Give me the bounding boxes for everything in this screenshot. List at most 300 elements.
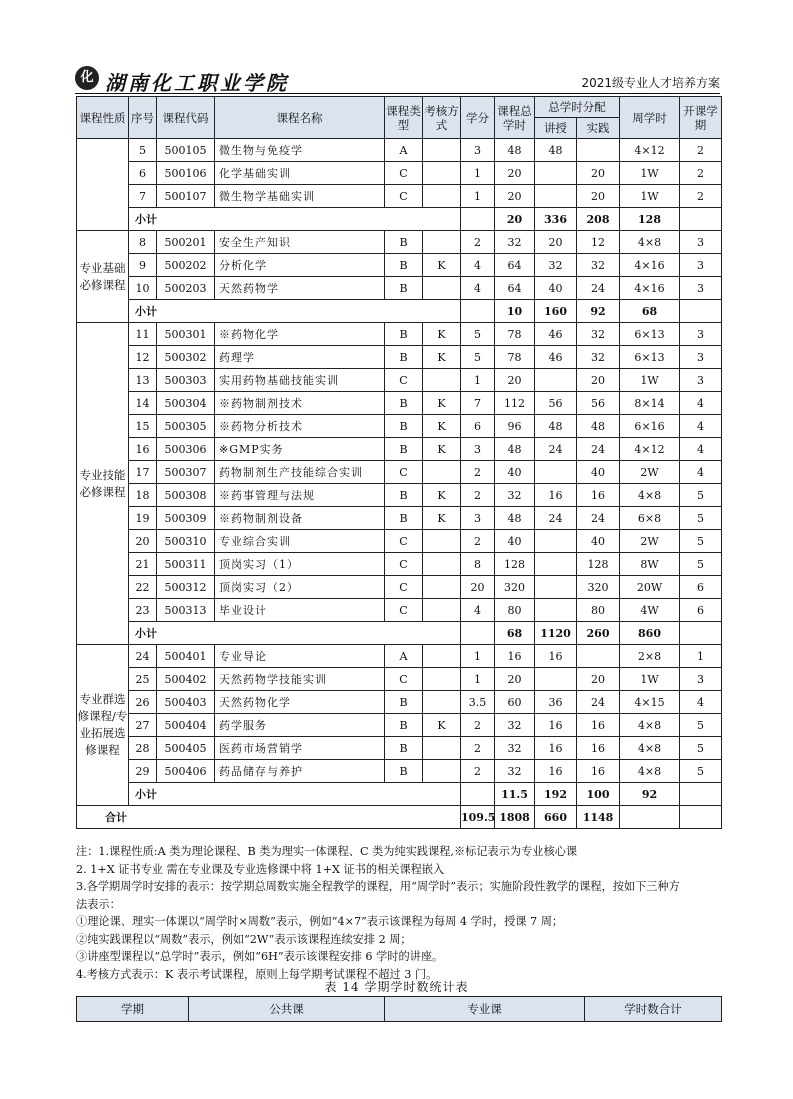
course-table-body xyxy=(77,139,722,829)
course-name: ※药物分析技术 xyxy=(215,415,385,438)
course-code: 500202 xyxy=(157,254,215,277)
weekly-hours: 4×16 xyxy=(620,254,680,277)
total-hours: 48 xyxy=(495,438,535,461)
course-type: C xyxy=(385,162,423,185)
weekly-hours: 4×8 xyxy=(620,714,680,737)
row-no: 25 xyxy=(129,668,157,691)
course-code: 500107 xyxy=(157,185,215,208)
subtotal-weekly xyxy=(680,208,722,231)
term: 6 xyxy=(680,599,722,622)
course-type: B xyxy=(385,323,423,346)
practice-hours: 16 xyxy=(577,737,620,760)
course-name: 顶岗实习（1） xyxy=(215,553,385,576)
practice-hours: 20 xyxy=(577,369,620,392)
total-hours: 80 xyxy=(495,599,535,622)
total-hours: 48 xyxy=(495,507,535,530)
course-code: 500401 xyxy=(157,645,215,668)
lecture-hours xyxy=(535,599,577,622)
course-name: 实用药物基础技能实训 xyxy=(215,369,385,392)
course-name: 顶岗实习（2） xyxy=(215,576,385,599)
course-type: C xyxy=(385,369,423,392)
table-row xyxy=(77,530,722,553)
lecture-hours: 24 xyxy=(535,438,577,461)
course-code: 500304 xyxy=(157,392,215,415)
practice-hours: 48 xyxy=(577,415,620,438)
table-row xyxy=(77,323,722,346)
term: 3 xyxy=(680,254,722,277)
table-row xyxy=(77,392,722,415)
page-header xyxy=(75,66,720,94)
course-code: 500308 xyxy=(157,484,215,507)
stat-header-term: 学期 xyxy=(77,997,189,1022)
credit: 1 xyxy=(461,162,495,185)
subtotal-exam xyxy=(461,783,495,806)
exam-method: K xyxy=(423,346,461,369)
subtotal-label: 小计 xyxy=(129,208,461,231)
row-no: 19 xyxy=(129,507,157,530)
practice-hours: 16 xyxy=(577,760,620,783)
exam-method xyxy=(423,645,461,668)
table-row xyxy=(77,553,722,576)
note-line: 法表示： xyxy=(76,897,121,911)
credit: 2 xyxy=(461,484,495,507)
grand-total-lecture: 660 xyxy=(535,806,577,829)
weekly-hours: 4×12 xyxy=(620,139,680,162)
plan-title: 2021级专业人才培养方案 xyxy=(581,76,720,90)
weekly-hours: 1W xyxy=(620,185,680,208)
lecture-hours: 48 xyxy=(535,139,577,162)
course-type: B xyxy=(385,277,423,300)
course-code: 500203 xyxy=(157,277,215,300)
weekly-hours: 4×8 xyxy=(620,231,680,254)
course-type: C xyxy=(385,185,423,208)
stat-header-major: 专业课 xyxy=(385,997,585,1022)
course-name: ※药事管理与法规 xyxy=(215,484,385,507)
header-term: 开课学期 xyxy=(680,97,722,139)
total-hours: 112 xyxy=(495,392,535,415)
table-row xyxy=(77,737,722,760)
course-name: 微生物学基础实训 xyxy=(215,185,385,208)
total-hours: 40 xyxy=(495,530,535,553)
course-code: 500303 xyxy=(157,369,215,392)
subtotal-lecture: 92 xyxy=(577,300,620,323)
subtotal-practice: 860 xyxy=(620,622,680,645)
weekly-hours: 8×14 xyxy=(620,392,680,415)
header-total: 课程总学时 xyxy=(495,97,535,139)
table-row xyxy=(77,438,722,461)
practice-hours: 24 xyxy=(577,438,620,461)
term: 4 xyxy=(680,415,722,438)
note-line: ①理论课、理实一体课以“周学时×周数”表示，例如“4×7”表示该课程为每周 4 学时，授课 7 周； xyxy=(76,915,564,928)
exam-method xyxy=(423,668,461,691)
term: 5 xyxy=(680,714,722,737)
exam-method: K xyxy=(423,507,461,530)
exam-method: K xyxy=(423,484,461,507)
header-practice: 实践 xyxy=(577,118,620,139)
credit: 7 xyxy=(461,392,495,415)
table-row xyxy=(77,277,722,300)
header-rule xyxy=(75,93,720,94)
lecture-hours: 56 xyxy=(535,392,577,415)
course-type: B xyxy=(385,760,423,783)
lecture-hours xyxy=(535,553,577,576)
row-no: 14 xyxy=(129,392,157,415)
table-row xyxy=(77,231,722,254)
exam-method xyxy=(423,760,461,783)
credit: 3 xyxy=(461,139,495,162)
credit: 1 xyxy=(461,668,495,691)
exam-method xyxy=(423,139,461,162)
term: 4 xyxy=(680,461,722,484)
row-no: 5 xyxy=(129,139,157,162)
total-hours: 20 xyxy=(495,162,535,185)
course-type: B xyxy=(385,415,423,438)
total-hours: 20 xyxy=(495,185,535,208)
course-code: 500311 xyxy=(157,553,215,576)
course-code: 500302 xyxy=(157,346,215,369)
term: 4 xyxy=(680,691,722,714)
practice-hours: 20 xyxy=(577,668,620,691)
course-code: 500105 xyxy=(157,139,215,162)
term: 2 xyxy=(680,162,722,185)
practice-hours: 40 xyxy=(577,530,620,553)
course-name: 化学基础实训 xyxy=(215,162,385,185)
exam-method: K xyxy=(423,392,461,415)
credit: 5 xyxy=(461,323,495,346)
exam-method: K xyxy=(423,254,461,277)
practice-hours: 20 xyxy=(577,162,620,185)
category-cell: 专业技能必修课程 xyxy=(77,323,129,645)
lecture-hours: 46 xyxy=(535,346,577,369)
practice-hours: 16 xyxy=(577,484,620,507)
stat-header-total: 学时数合计 xyxy=(585,997,722,1022)
note-line: 注：1.课程性质:A 类为理论课程、B 类为理实一体课程、C 类为纯实践课程,※标记表示为专业核心课 xyxy=(76,845,578,858)
course-name: 药物制剂生产技能综合实训 xyxy=(215,461,385,484)
weekly-hours: 20W xyxy=(620,576,680,599)
row-no: 11 xyxy=(129,323,157,346)
weekly-hours: 8W xyxy=(620,553,680,576)
lecture-hours xyxy=(535,185,577,208)
practice-hours: 32 xyxy=(577,323,620,346)
total-hours: 32 xyxy=(495,760,535,783)
weekly-hours: 4×8 xyxy=(620,737,680,760)
lecture-hours xyxy=(535,530,577,553)
grand-total-row xyxy=(77,806,722,829)
course-name: ※药物化学 xyxy=(215,323,385,346)
row-no: 22 xyxy=(129,576,157,599)
lecture-hours: 46 xyxy=(535,323,577,346)
stat-header-public: 公共课 xyxy=(189,997,385,1022)
credit: 4 xyxy=(461,599,495,622)
credit: 2 xyxy=(461,714,495,737)
table-notes xyxy=(76,843,726,983)
course-type: C xyxy=(385,530,423,553)
row-no: 28 xyxy=(129,737,157,760)
category-cell: 专业群选修课程/专业拓展选修课程 xyxy=(77,645,129,806)
lecture-hours: 24 xyxy=(535,507,577,530)
weekly-hours: 4×8 xyxy=(620,760,680,783)
practice-hours: 80 xyxy=(577,599,620,622)
subtotal-weekly xyxy=(680,300,722,323)
header-code: 课程代码 xyxy=(157,97,215,139)
practice-hours xyxy=(577,645,620,668)
credit: 2 xyxy=(461,530,495,553)
lecture-hours: 40 xyxy=(535,277,577,300)
course-name: 专业导论 xyxy=(215,645,385,668)
course-name: 药品储存与养护 xyxy=(215,760,385,783)
course-code: 500312 xyxy=(157,576,215,599)
total-hours: 32 xyxy=(495,737,535,760)
exam-method xyxy=(423,530,461,553)
note-line: 2. 1+X 证书专业 需在专业课及专业选修课中将 1+X 证书的相关课程嵌入 xyxy=(76,862,445,876)
total-hours: 64 xyxy=(495,277,535,300)
total-hours: 64 xyxy=(495,254,535,277)
exam-method xyxy=(423,369,461,392)
term: 3 xyxy=(680,231,722,254)
subtotal-row xyxy=(77,300,722,323)
course-type: B xyxy=(385,737,423,760)
row-no: 7 xyxy=(129,185,157,208)
subtotal-row xyxy=(77,208,722,231)
table-row xyxy=(77,645,722,668)
credit: 5 xyxy=(461,346,495,369)
total-hours: 32 xyxy=(495,484,535,507)
practice-hours xyxy=(577,139,620,162)
subtotal-row xyxy=(77,622,722,645)
exam-method: K xyxy=(423,415,461,438)
weekly-hours: 2W xyxy=(620,530,680,553)
total-hours: 32 xyxy=(495,231,535,254)
course-code: 500405 xyxy=(157,737,215,760)
course-table xyxy=(76,96,722,829)
term: 5 xyxy=(680,737,722,760)
course-name: 天然药物学 xyxy=(215,277,385,300)
practice-hours: 56 xyxy=(577,392,620,415)
course-type: B xyxy=(385,714,423,737)
course-code: 500309 xyxy=(157,507,215,530)
total-hours: 96 xyxy=(495,415,535,438)
grand-total-total: 1808 xyxy=(495,806,535,829)
term: 5 xyxy=(680,760,722,783)
term: 3 xyxy=(680,369,722,392)
practice-hours: 128 xyxy=(577,553,620,576)
lecture-hours: 36 xyxy=(535,691,577,714)
header-credit: 学分 xyxy=(461,97,495,139)
exam-method xyxy=(423,576,461,599)
credit: 2 xyxy=(461,231,495,254)
course-code: 500307 xyxy=(157,461,215,484)
term: 1 xyxy=(680,645,722,668)
exam-method: K xyxy=(423,323,461,346)
credit: 8 xyxy=(461,553,495,576)
row-no: 23 xyxy=(129,599,157,622)
subtotal-total: 192 xyxy=(535,783,577,806)
total-hours: 320 xyxy=(495,576,535,599)
term: 4 xyxy=(680,392,722,415)
exam-method: K xyxy=(423,714,461,737)
course-type: B xyxy=(385,484,423,507)
subtotal-credit: 20 xyxy=(495,208,535,231)
credit: 2 xyxy=(461,737,495,760)
subtotal-practice: 68 xyxy=(620,300,680,323)
course-code: 500406 xyxy=(157,760,215,783)
table-row xyxy=(77,484,722,507)
practice-hours: 32 xyxy=(577,254,620,277)
header-weekly: 周学时 xyxy=(620,97,680,139)
header-nature: 课程性质 xyxy=(77,97,129,139)
subtotal-label: 小计 xyxy=(129,300,461,323)
weekly-hours: 6×8 xyxy=(620,507,680,530)
row-no: 18 xyxy=(129,484,157,507)
course-type: B xyxy=(385,392,423,415)
weekly-hours: 1W xyxy=(620,369,680,392)
course-code: 500201 xyxy=(157,231,215,254)
course-type: B xyxy=(385,691,423,714)
table-row xyxy=(77,415,722,438)
credit: 6 xyxy=(461,415,495,438)
term: 3 xyxy=(680,323,722,346)
subtotal-exam xyxy=(461,622,495,645)
total-hours: 20 xyxy=(495,668,535,691)
school-logo-icon: 化 xyxy=(75,66,99,90)
row-no: 21 xyxy=(129,553,157,576)
row-no: 13 xyxy=(129,369,157,392)
course-code: 500313 xyxy=(157,599,215,622)
row-no: 26 xyxy=(129,691,157,714)
grand-total-label: 合计 xyxy=(77,806,461,829)
exam-method xyxy=(423,599,461,622)
semester-hours-table xyxy=(76,996,722,1022)
term: 2 xyxy=(680,139,722,162)
header-lecture: 讲授 xyxy=(535,118,577,139)
subtotal-total: 336 xyxy=(535,208,577,231)
course-name: 分析化学 xyxy=(215,254,385,277)
term: 2 xyxy=(680,185,722,208)
subtotal-label: 小计 xyxy=(129,783,461,806)
practice-hours: 40 xyxy=(577,461,620,484)
total-hours: 78 xyxy=(495,323,535,346)
lecture-hours xyxy=(535,576,577,599)
term: 3 xyxy=(680,277,722,300)
course-code: 500301 xyxy=(157,323,215,346)
grand-total-weekly xyxy=(620,806,680,829)
subtotal-lecture: 260 xyxy=(577,622,620,645)
total-hours: 48 xyxy=(495,139,535,162)
course-name: ※GMP实务 xyxy=(215,438,385,461)
weekly-hours: 4×16 xyxy=(620,277,680,300)
subtotal-lecture: 100 xyxy=(577,783,620,806)
grand-total-practice: 1148 xyxy=(577,806,620,829)
credit: 4 xyxy=(461,277,495,300)
row-no: 17 xyxy=(129,461,157,484)
subtotal-total: 1120 xyxy=(535,622,577,645)
total-hours: 78 xyxy=(495,346,535,369)
category-cell: 专业基础必修课程 xyxy=(77,231,129,323)
table-row xyxy=(77,576,722,599)
row-no: 8 xyxy=(129,231,157,254)
row-no: 6 xyxy=(129,162,157,185)
subtotal-exam xyxy=(461,208,495,231)
course-code: 500306 xyxy=(157,438,215,461)
table-row xyxy=(77,461,722,484)
row-no: 20 xyxy=(129,530,157,553)
weekly-hours: 6×13 xyxy=(620,323,680,346)
weekly-hours: 2W xyxy=(620,461,680,484)
note-line: ②纯实践课程以“周数”表示，例如“2W”表示该课程连续安排 2 周； xyxy=(76,932,412,946)
course-name: 药学服务 xyxy=(215,714,385,737)
subtotal-row xyxy=(77,783,722,806)
lecture-hours: 16 xyxy=(535,645,577,668)
credit: 2 xyxy=(461,760,495,783)
course-code: 500310 xyxy=(157,530,215,553)
credit: 4 xyxy=(461,254,495,277)
credit: 3 xyxy=(461,438,495,461)
term: 5 xyxy=(680,530,722,553)
table-row xyxy=(77,668,722,691)
course-code: 500106 xyxy=(157,162,215,185)
course-type: C xyxy=(385,461,423,484)
term: 6 xyxy=(680,576,722,599)
total-hours: 20 xyxy=(495,369,535,392)
subtotal-practice: 128 xyxy=(620,208,680,231)
subtotal-credit: 10 xyxy=(495,300,535,323)
weekly-hours: 4W xyxy=(620,599,680,622)
term: 5 xyxy=(680,484,722,507)
course-code: 500404 xyxy=(157,714,215,737)
row-no: 16 xyxy=(129,438,157,461)
exam-method xyxy=(423,231,461,254)
header-type: 课程类型 xyxy=(385,97,423,139)
header-alloc: 总学时分配 xyxy=(535,97,620,118)
weekly-hours: 4×15 xyxy=(620,691,680,714)
total-hours: 60 xyxy=(495,691,535,714)
total-hours: 40 xyxy=(495,461,535,484)
lecture-hours: 16 xyxy=(535,484,577,507)
subtotal-credit: 68 xyxy=(495,622,535,645)
header-exam: 考核方式 xyxy=(423,97,461,139)
subtotal-label: 小计 xyxy=(129,622,461,645)
exam-method xyxy=(423,162,461,185)
total-hours: 16 xyxy=(495,645,535,668)
course-name: ※药物制剂技术 xyxy=(215,392,385,415)
subtotal-weekly xyxy=(680,783,722,806)
course-code: 500403 xyxy=(157,691,215,714)
practice-hours: 16 xyxy=(577,714,620,737)
exam-method xyxy=(423,691,461,714)
row-no: 12 xyxy=(129,346,157,369)
lecture-hours xyxy=(535,668,577,691)
weekly-hours: 4×8 xyxy=(620,484,680,507)
school-name: 湖南化工职业学院 xyxy=(105,71,289,95)
table14-caption: 表 14 学期学时数统计表 xyxy=(324,980,469,994)
exam-method xyxy=(423,185,461,208)
grand-total-term xyxy=(680,806,722,829)
lecture-hours: 32 xyxy=(535,254,577,277)
course-type: B xyxy=(385,438,423,461)
course-code: 500402 xyxy=(157,668,215,691)
header-name: 课程名称 xyxy=(215,97,385,139)
weekly-hours: 6×16 xyxy=(620,415,680,438)
lecture-hours xyxy=(535,461,577,484)
row-no: 24 xyxy=(129,645,157,668)
table-row xyxy=(77,139,722,162)
lecture-hours: 48 xyxy=(535,415,577,438)
credit: 1 xyxy=(461,185,495,208)
practice-hours: 24 xyxy=(577,507,620,530)
table-row xyxy=(77,254,722,277)
subtotal-lecture: 208 xyxy=(577,208,620,231)
practice-hours: 32 xyxy=(577,346,620,369)
